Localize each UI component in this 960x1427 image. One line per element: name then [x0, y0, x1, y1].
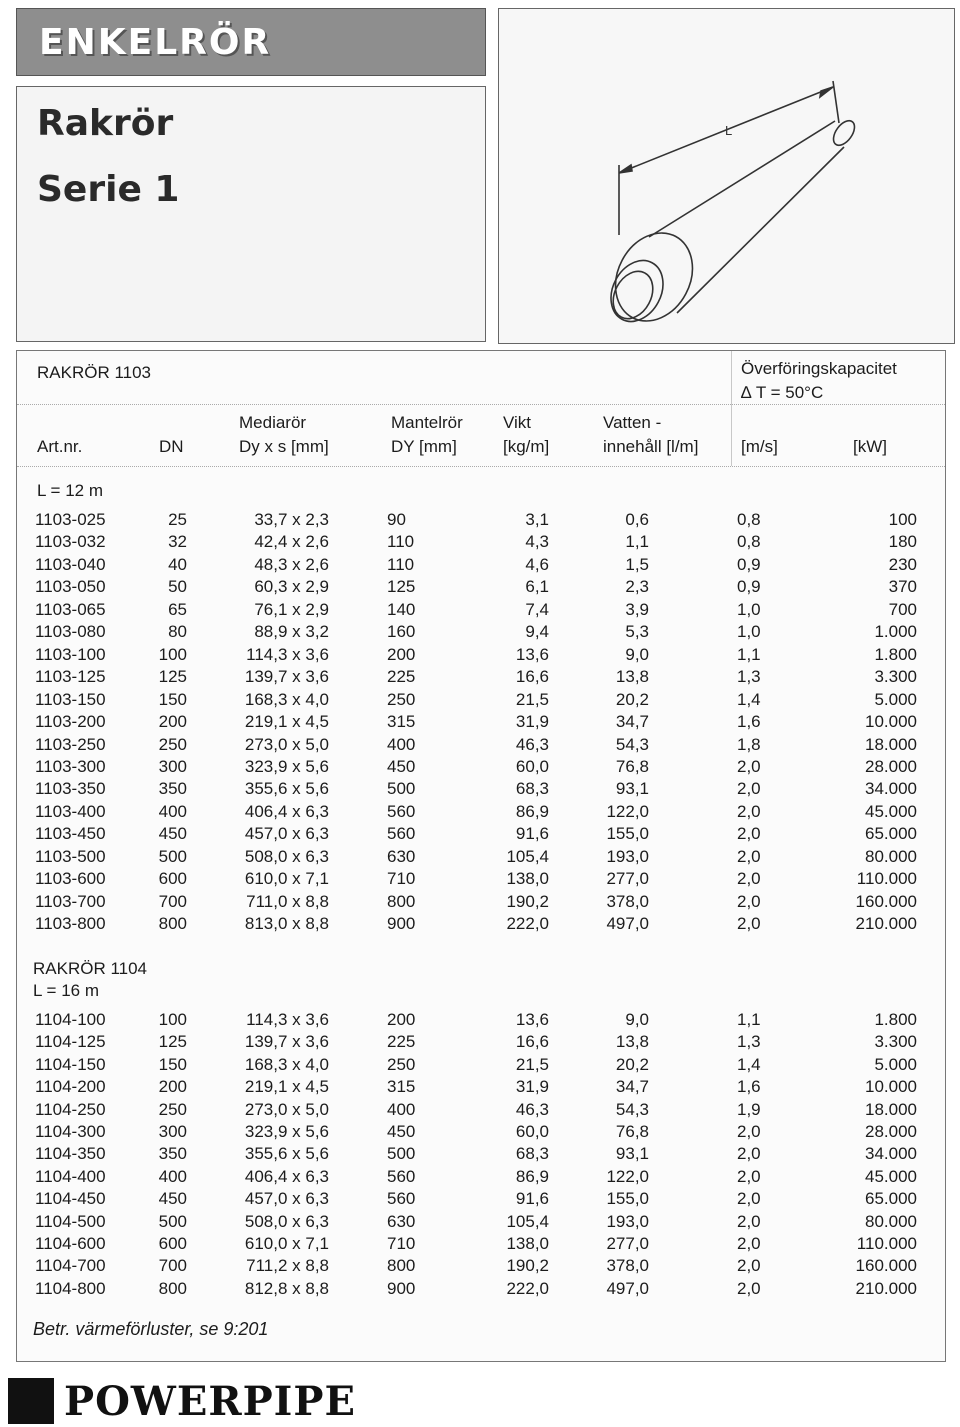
- cell-vikt: 3,1: [525, 510, 549, 529]
- cell-dn: 350: [158, 779, 187, 799]
- cell-speed: 1,3: [737, 1032, 761, 1052]
- cell-artnr: 1103-050: [35, 577, 106, 597]
- cell-mediaror: 219,1 x 4,5: [244, 712, 329, 732]
- cell-vatten: 497,0: [606, 914, 649, 934]
- cell-vatten: 277,0: [606, 869, 649, 889]
- col-mantel-bottom: DY [mm]: [391, 437, 457, 456]
- cell-power: 1.800: [874, 1010, 917, 1029]
- cell-power: 700: [888, 599, 917, 619]
- cell-artnr: 1104-300: [35, 1122, 106, 1141]
- cell-power: 180: [888, 532, 917, 552]
- cell-mediaror: 273,0 x 5,0: [244, 734, 329, 754]
- category-title: ENKELRÖR: [39, 22, 272, 63]
- cell-mediaror: 33,7 x 2,3: [254, 510, 329, 529]
- cell-vikt: 60,0: [515, 1122, 549, 1141]
- cell-speed: 1,1: [737, 644, 761, 664]
- cell-artnr: 1103-350: [35, 779, 106, 799]
- cell-power: 160.000: [855, 1256, 917, 1276]
- cell-vatten: 54,3: [615, 1099, 649, 1119]
- col-artnr: Art.nr.: [37, 437, 83, 456]
- pipe-illustration: [498, 8, 955, 344]
- cell-artnr: 1104-250: [35, 1099, 106, 1119]
- cell-mediaror: 139,7 x 3,6: [244, 1032, 329, 1052]
- col-vikt-top: Vikt: [503, 413, 532, 432]
- cell-mantelror: 450: [387, 756, 416, 776]
- cell-artnr: 1103-700: [35, 891, 106, 911]
- cell-artnr: 1103-025: [35, 510, 106, 529]
- cell-speed: 2,0: [737, 914, 761, 934]
- cell-mediaror: 355,6 x 5,6: [244, 779, 329, 799]
- cell-dn: 50: [168, 577, 187, 597]
- cell-vikt: 21,5: [515, 1054, 549, 1074]
- cell-artnr: 1103-500: [35, 846, 106, 866]
- cell-vatten: 13,8: [615, 667, 649, 687]
- cell-vikt: 60,0: [515, 756, 549, 776]
- cell-mantelror: 400: [387, 734, 416, 754]
- cell-artnr: 1103-080: [35, 622, 106, 642]
- cell-dn: 40: [168, 554, 187, 574]
- cell-vikt: 138,0: [506, 869, 549, 889]
- cell-power: 3.300: [874, 1032, 917, 1052]
- cell-vatten: 2,3: [625, 577, 649, 597]
- col-vikt-bottom: [kg/m]: [503, 437, 550, 456]
- cell-mediaror: 610,0 x 7,1: [244, 1234, 329, 1253]
- cell-vikt: 190,2: [506, 1256, 549, 1276]
- col-power: [kW]: [853, 437, 887, 456]
- cell-vatten: 93,1: [615, 779, 649, 799]
- cell-power: 110.000: [856, 1234, 917, 1253]
- cell-vatten: 122,0: [606, 1166, 649, 1186]
- cell-vikt: 9,4: [525, 622, 549, 642]
- cell-speed: 1,4: [737, 1054, 761, 1074]
- cell-mediaror: 139,7 x 3,6: [244, 667, 329, 687]
- cell-vikt: 31,9: [515, 1077, 549, 1097]
- col-vatten-top: Vatten -: [603, 413, 662, 432]
- cell-power: 160.000: [855, 891, 917, 911]
- cell-mediaror: 60,3 x 2,9: [254, 577, 329, 597]
- cell-mantelror: 560: [387, 824, 416, 844]
- product-title: Rakrör: [37, 103, 174, 144]
- cell-power: 210.000: [855, 914, 917, 934]
- cell-vikt: 13,6: [515, 1010, 549, 1029]
- cell-speed: 2,0: [737, 801, 761, 821]
- cell-power: 18.000: [865, 1099, 917, 1119]
- cell-vatten: 9,0: [625, 1010, 649, 1029]
- cell-speed: 1,0: [737, 622, 761, 642]
- cell-mediaror: 406,4 x 6,3: [244, 801, 329, 821]
- cell-vikt: 6,1: [525, 577, 549, 597]
- cell-speed: 2,0: [737, 779, 761, 799]
- cell-vatten: 34,7: [615, 712, 649, 732]
- cell-mantelror: 800: [387, 891, 416, 911]
- cell-artnr: 1103-032: [35, 532, 106, 552]
- cell-artnr: 1103-450: [35, 824, 106, 844]
- brand-logo: [8, 1378, 378, 1424]
- cell-speed: 1,6: [737, 712, 761, 732]
- cell-mediaror: 813,0 x 8,8: [244, 914, 329, 934]
- cell-vikt: 190,2: [506, 891, 549, 911]
- cell-mediaror: 323,9 x 5,6: [244, 756, 329, 776]
- cell-speed: 2,0: [737, 1234, 761, 1253]
- cell-artnr: 1104-200: [35, 1077, 106, 1097]
- section1-title: RAKRÖR 1103: [37, 363, 152, 382]
- cell-mediaror: 457,0 x 6,3: [244, 1189, 329, 1209]
- cell-power: 10.000: [865, 712, 917, 732]
- cell-mantelror: 630: [387, 846, 416, 866]
- cell-power: 5.000: [874, 1054, 917, 1074]
- cell-speed: 2,0: [737, 869, 761, 889]
- cell-artnr: 1103-300: [35, 756, 106, 776]
- cell-power: 100: [888, 510, 917, 529]
- cell-artnr: 1103-100: [35, 644, 106, 664]
- cell-vikt: 31,9: [515, 712, 549, 732]
- cell-speed: 1,8: [737, 734, 761, 754]
- cell-mantelror: 160: [387, 622, 416, 642]
- cell-speed: 2,0: [737, 846, 761, 866]
- cell-vatten: 378,0: [606, 891, 649, 911]
- cell-mantelror: 225: [387, 1032, 416, 1052]
- footnote: Betr. värmeförluster, se 9:201: [33, 1319, 269, 1339]
- cell-dn: 300: [158, 1122, 187, 1141]
- capacity-delta: ∆ T = 50°C: [741, 383, 824, 402]
- cell-power: 65.000: [865, 824, 917, 844]
- cell-artnr: 1103-040: [35, 554, 106, 574]
- cell-dn: 150: [158, 1054, 187, 1074]
- cell-artnr: 1104-100: [35, 1010, 106, 1029]
- cell-artnr: 1104-400: [35, 1166, 106, 1186]
- cell-power: 3.300: [874, 667, 917, 687]
- cell-power: 110.000: [856, 869, 917, 889]
- cell-vatten: 76,8: [615, 756, 649, 776]
- cell-artnr: 1104-150: [35, 1054, 106, 1074]
- cell-vikt: 68,3: [515, 1144, 549, 1164]
- cell-vikt: 46,3: [515, 1099, 549, 1119]
- cell-mediaror: 114,3 x 3,6: [246, 1010, 329, 1029]
- title-panel: [16, 86, 486, 342]
- cell-vatten: 93,1: [615, 1144, 649, 1164]
- spec-table: [16, 350, 946, 1362]
- cell-vikt: 86,9: [515, 801, 549, 821]
- cell-speed: 1,3: [737, 667, 761, 687]
- cell-vikt: 105,4: [506, 846, 549, 866]
- cell-mediaror: 457,0 x 6,3: [244, 824, 329, 844]
- cell-mantelror: 225: [387, 667, 416, 687]
- cell-power: 18.000: [865, 734, 917, 754]
- cell-dn: 125: [158, 667, 187, 687]
- cell-mantelror: 200: [387, 644, 416, 664]
- cell-mantelror: 710: [387, 1234, 416, 1253]
- cell-dn: 32: [168, 532, 187, 552]
- cell-vatten: 34,7: [615, 1077, 649, 1097]
- cell-mantelror: 250: [387, 1054, 416, 1074]
- cell-mediaror: 168,3 x 4,0: [244, 689, 329, 709]
- cell-power: 5.000: [874, 689, 917, 709]
- cell-speed: 1,9: [737, 1099, 761, 1119]
- cell-dn: 600: [158, 869, 187, 889]
- cell-vatten: 20,2: [615, 1054, 649, 1074]
- pipe-drawing: [499, 9, 954, 343]
- cell-dn: 400: [158, 1166, 187, 1186]
- cell-speed: 0,9: [737, 554, 761, 574]
- cell-dn: 125: [158, 1032, 187, 1052]
- cell-dn: 500: [158, 846, 187, 866]
- brand-mark-icon: [8, 1378, 54, 1424]
- cell-power: 1.000: [874, 622, 917, 642]
- cell-vatten: 13,8: [615, 1032, 649, 1052]
- cell-mediaror: 355,6 x 5,6: [244, 1144, 329, 1164]
- cell-mediaror: 812,8 x 8,8: [244, 1278, 329, 1298]
- cell-dn: 100: [158, 1010, 187, 1029]
- cell-dn: 300: [158, 756, 187, 776]
- col-dn: DN: [159, 437, 184, 456]
- cell-mantelror: 560: [387, 801, 416, 821]
- cell-artnr: 1104-125: [35, 1032, 106, 1052]
- cell-dn: 65: [168, 599, 187, 619]
- cell-speed: 2,0: [737, 1166, 761, 1186]
- cell-speed: 1,6: [737, 1077, 761, 1097]
- cell-dn: 450: [158, 824, 187, 844]
- cell-vikt: 68,3: [515, 779, 549, 799]
- cell-dn: 100: [158, 644, 187, 664]
- cell-vatten: 9,0: [625, 644, 649, 664]
- cell-vikt: 4,3: [525, 532, 549, 552]
- cell-mediaror: 219,1 x 4,5: [244, 1077, 329, 1097]
- cell-power: 210.000: [855, 1278, 917, 1298]
- cell-power: 1.800: [874, 644, 917, 664]
- cell-mediaror: 88,9 x 3,2: [254, 622, 329, 642]
- cell-artnr: 1103-400: [35, 801, 106, 821]
- capacity-title: Överföringskapacitet: [741, 359, 897, 378]
- cell-vatten: 497,0: [606, 1278, 649, 1298]
- cell-vikt: 16,6: [515, 1032, 549, 1052]
- cell-vikt: 138,0: [506, 1234, 549, 1253]
- cell-speed: 2,0: [737, 891, 761, 911]
- col-mantel-top: Mantelrör: [391, 413, 463, 432]
- cell-dn: 800: [158, 1278, 187, 1298]
- cell-mantelror: 315: [387, 1077, 416, 1097]
- cell-speed: 0,8: [737, 532, 761, 552]
- cell-speed: 2,0: [737, 1189, 761, 1209]
- cell-dn: 450: [158, 1189, 187, 1209]
- cell-vatten: 193,0: [606, 1211, 649, 1231]
- cell-dn: 25: [168, 510, 187, 529]
- cell-artnr: 1103-250: [35, 734, 106, 754]
- cell-dn: 700: [158, 1256, 187, 1276]
- cell-power: 230: [888, 554, 917, 574]
- cell-vikt: 4,6: [525, 554, 549, 574]
- cell-power: 34.000: [865, 1144, 917, 1164]
- cell-dn: 80: [168, 622, 187, 642]
- cell-artnr: 1104-800: [35, 1278, 106, 1298]
- cell-mantelror: 250: [387, 689, 416, 709]
- cell-power: 45.000: [865, 801, 917, 821]
- cell-mediaror: 76,1 x 2,9: [254, 599, 329, 619]
- cell-mantelror: 500: [387, 779, 416, 799]
- cell-speed: 2,0: [737, 1144, 761, 1164]
- cell-speed: 2,0: [737, 1211, 761, 1231]
- cell-power: 80.000: [865, 846, 917, 866]
- cell-dn: 400: [158, 801, 187, 821]
- cell-speed: 2,0: [737, 1256, 761, 1276]
- cell-power: 80.000: [865, 1211, 917, 1231]
- cell-power: 370: [888, 577, 917, 597]
- category-banner: [16, 8, 486, 76]
- cell-speed: 2,0: [737, 1122, 761, 1141]
- cell-dn: 500: [158, 1211, 187, 1231]
- cell-vatten: 155,0: [606, 824, 649, 844]
- cell-vatten: 155,0: [606, 1189, 649, 1209]
- cell-power: 45.000: [865, 1166, 917, 1186]
- cell-mantelror: 315: [387, 712, 416, 732]
- col-media-bottom: Dy x s [mm]: [239, 437, 329, 456]
- cell-power: 34.000: [865, 779, 917, 799]
- cell-power: 28.000: [865, 756, 917, 776]
- cell-mediaror: 273,0 x 5,0: [244, 1099, 329, 1119]
- cell-mediaror: 711,2 x 8,8: [246, 1256, 329, 1276]
- cell-mantelror: 400: [387, 1099, 416, 1119]
- cell-mediaror: 610,0 x 7,1: [244, 869, 329, 889]
- cell-vikt: 222,0: [506, 1278, 549, 1298]
- cell-mediaror: 323,9 x 5,6: [244, 1122, 329, 1141]
- cell-vikt: 91,6: [515, 1189, 549, 1209]
- cell-mantelror: 800: [387, 1256, 416, 1276]
- cell-vatten: 1,5: [625, 554, 649, 574]
- dimension-label: L: [725, 123, 733, 138]
- cell-vatten: 378,0: [606, 1256, 649, 1276]
- cell-mediaror: 48,3 x 2,6: [254, 554, 329, 574]
- cell-vatten: 3,9: [625, 599, 649, 619]
- cell-artnr: 1103-125: [35, 667, 106, 687]
- cell-artnr: 1104-500: [35, 1211, 106, 1231]
- cell-vikt: 91,6: [515, 824, 549, 844]
- cell-speed: 0,8: [737, 510, 761, 529]
- cell-mantelror: 630: [387, 1211, 416, 1231]
- cell-artnr: 1103-150: [35, 689, 106, 709]
- cell-speed: 2,0: [737, 756, 761, 776]
- column-divider: [731, 351, 732, 466]
- cell-speed: 1,1: [737, 1010, 761, 1029]
- cell-mantelror: 560: [387, 1189, 416, 1209]
- col-speed: [m/s]: [741, 437, 778, 456]
- cell-vatten: 5,3: [625, 622, 649, 642]
- cell-power: 10.000: [865, 1077, 917, 1097]
- cell-vatten: 1,1: [625, 532, 649, 552]
- cell-mediaror: 406,4 x 6,3: [244, 1166, 329, 1186]
- header-bottom-divider: [17, 466, 945, 467]
- cell-vatten: 277,0: [606, 1234, 649, 1253]
- cell-vikt: 16,6: [515, 667, 549, 687]
- cell-mantelror: 110: [387, 532, 415, 552]
- cell-mediaror: 114,3 x 3,6: [246, 644, 329, 664]
- col-vatten-bottom: innehåll [l/m]: [603, 437, 699, 456]
- cell-mantelror: 90: [387, 510, 406, 529]
- section1-length: L = 12 m: [37, 481, 103, 500]
- cell-artnr: 1103-600: [35, 869, 106, 889]
- cell-power: 65.000: [865, 1189, 917, 1209]
- cell-dn: 200: [158, 1077, 187, 1097]
- cell-mediaror: 711,0 x 8,8: [246, 891, 329, 911]
- cell-vatten: 0,6: [625, 510, 649, 529]
- cell-artnr: 1103-065: [35, 599, 106, 619]
- cell-dn: 600: [158, 1234, 187, 1253]
- section2-length: L = 16 m: [33, 981, 99, 1000]
- cell-artnr: 1104-700: [35, 1256, 106, 1276]
- cell-mantelror: 450: [387, 1122, 416, 1141]
- cell-speed: 2,0: [737, 824, 761, 844]
- cell-vikt: 7,4: [525, 599, 549, 619]
- cell-artnr: 1104-450: [35, 1189, 106, 1209]
- cell-speed: 1,0: [737, 599, 761, 619]
- cell-vikt: 222,0: [506, 914, 549, 934]
- col-media-top: Mediarör: [239, 413, 307, 432]
- cell-vikt: 105,4: [506, 1211, 549, 1231]
- cell-vatten: 76,8: [615, 1122, 649, 1141]
- cell-mantelror: 140: [387, 599, 416, 619]
- cell-mantelror: 110: [387, 554, 415, 574]
- cell-vikt: 86,9: [515, 1166, 549, 1186]
- cell-dn: 150: [158, 689, 187, 709]
- section2-title: RAKRÖR 1104: [33, 959, 148, 978]
- cell-dn: 250: [158, 1099, 187, 1119]
- cell-mediaror: 508,0 x 6,3: [244, 1211, 329, 1231]
- cell-mantelror: 710: [387, 869, 416, 889]
- cell-mantelror: 560: [387, 1166, 416, 1186]
- cell-vikt: 21,5: [515, 689, 549, 709]
- cell-mediaror: 42,4 x 2,6: [254, 532, 329, 552]
- cell-mantelror: 500: [387, 1144, 416, 1164]
- cell-mantelror: 900: [387, 1278, 416, 1298]
- cell-dn: 250: [158, 734, 187, 754]
- cell-vikt: 46,3: [515, 734, 549, 754]
- cell-speed: 2,0: [737, 1278, 761, 1298]
- cell-vatten: 20,2: [615, 689, 649, 709]
- cell-dn: 350: [158, 1144, 187, 1164]
- cell-power: 28.000: [865, 1122, 917, 1141]
- cell-mediaror: 508,0 x 6,3: [244, 846, 329, 866]
- cell-mantelror: 200: [387, 1010, 416, 1029]
- cell-vikt: 13,6: [515, 644, 549, 664]
- cell-dn: 800: [158, 914, 187, 934]
- cell-dn: 200: [158, 712, 187, 732]
- cell-vatten: 122,0: [606, 801, 649, 821]
- cell-mantelror: 900: [387, 914, 416, 934]
- cell-vatten: 54,3: [615, 734, 649, 754]
- cell-mediaror: 168,3 x 4,0: [244, 1054, 329, 1074]
- header-divider: [17, 404, 945, 405]
- cell-speed: 0,9: [737, 577, 761, 597]
- cell-vatten: 193,0: [606, 846, 649, 866]
- cell-artnr: 1103-200: [35, 712, 106, 732]
- cell-artnr: 1103-800: [35, 914, 106, 934]
- product-series: Serie 1: [37, 169, 180, 210]
- cell-artnr: 1104-600: [35, 1234, 106, 1253]
- cell-speed: 1,4: [737, 689, 761, 709]
- cell-artnr: 1104-350: [35, 1144, 106, 1164]
- cell-dn: 700: [158, 891, 187, 911]
- brand-name: POWERPIPE: [64, 1378, 356, 1425]
- cell-mantelror: 125: [387, 577, 416, 597]
